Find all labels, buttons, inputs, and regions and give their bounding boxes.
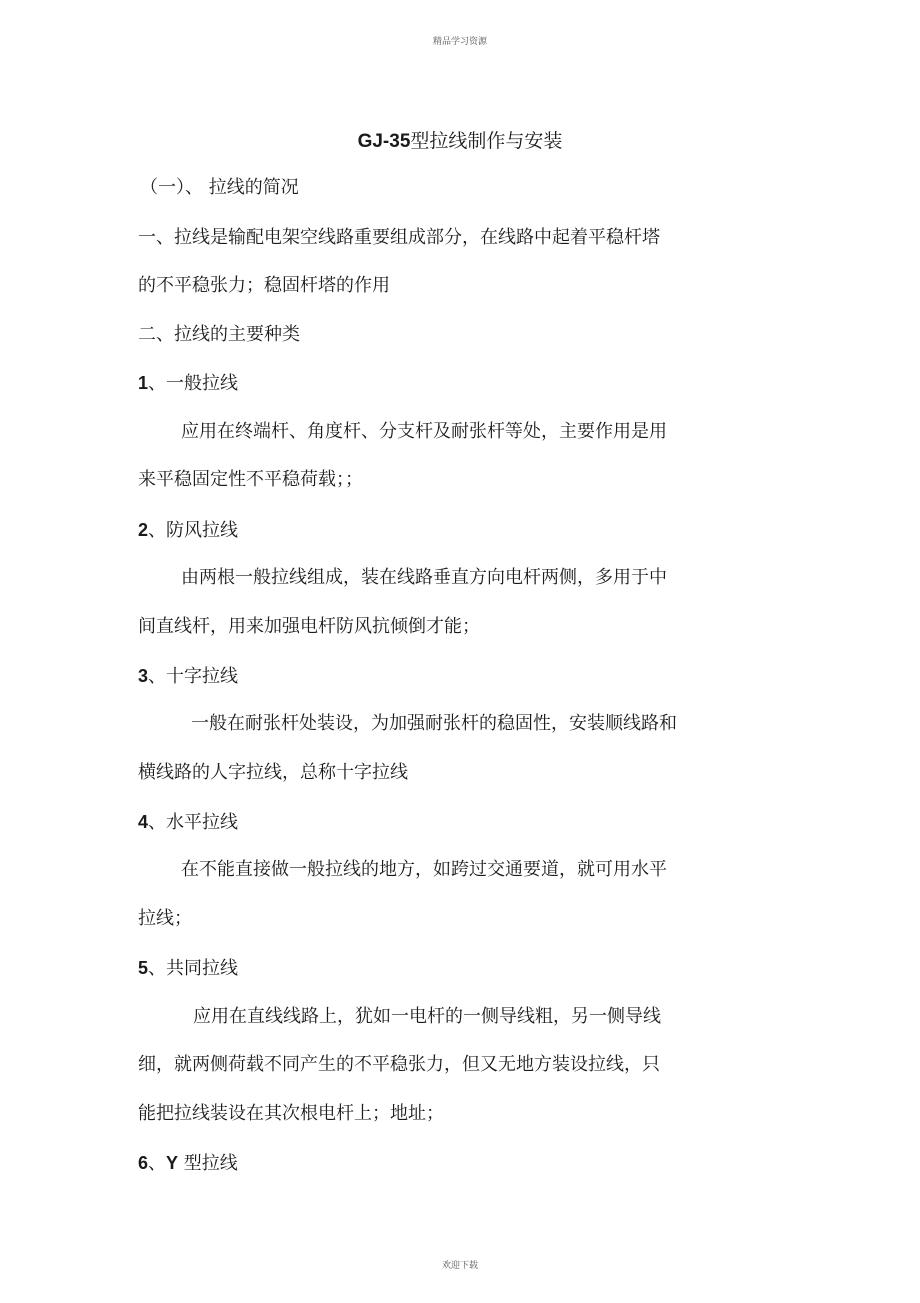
paragraph-line: 来平稳固定性不平稳荷载；； (138, 469, 363, 490)
subheading-number: 2 (138, 520, 149, 540)
subheading-text: 型拉线 (178, 1153, 238, 1174)
subheading-number: 1 (138, 373, 149, 393)
document-title (0, 126, 920, 153)
subheading-2 (138, 518, 238, 543)
subheading-y-letter: Y (166, 1153, 179, 1173)
subheading-text: 、防风拉线 (148, 520, 239, 541)
paragraph-line: 横线路的人字拉线，总称十字拉线 (138, 762, 408, 783)
subheading-number: 4 (138, 812, 149, 832)
subheading-number: 6 (138, 1153, 149, 1173)
paragraph-line: 的不平稳张力；稳固杆塔的作用 (138, 275, 390, 296)
subheading-4 (138, 810, 238, 835)
subheading-3 (138, 664, 238, 689)
paragraph-line: 间直线杆，用来加强电杆防风抗倾倒才能； (138, 616, 480, 637)
paragraph-line: 由两根一般拉线组成，装在线路垂直方向电杆两侧，多用于中 (181, 567, 667, 588)
subheading-number: 5 (138, 958, 149, 978)
page-footer: 欢迎下载 (441, 1261, 478, 1271)
subheading-number: 3 (138, 666, 149, 686)
title-text: 型拉线制作与安装 (410, 130, 563, 152)
paragraph-line: 应用在直线线路上，犹如一电杆的一侧导线粗，另一侧导线 (193, 1006, 661, 1027)
paragraph-line: 拉线； (138, 908, 192, 929)
paragraph-line: 能把拉线装设在其次根电杆上；地址； (138, 1103, 444, 1124)
title-code: GJ-35 (357, 131, 411, 152)
subheading-6 (138, 1151, 238, 1176)
subheading-text: 、共同拉线 (148, 958, 239, 979)
subheading-separator: 、 (148, 1153, 167, 1174)
subheading-5 (138, 956, 238, 981)
paragraph-line: 一、拉线是输配电架空线路重要组成部分，在线路中起着平稳杆塔 (138, 227, 660, 248)
subheading-1 (138, 371, 238, 396)
paragraph-line: 应用在终端杆、角度杆、分支杆及耐张杆等处，主要作用是用 (181, 421, 667, 442)
section-heading-types: 二、拉线的主要种类 (138, 324, 300, 345)
page-header: 精品学习资源 (432, 37, 487, 47)
paragraph-line: 在不能直接做一般拉线的地方，如跨过交通要道，就可用水平 (181, 859, 667, 880)
paragraph-line: 一般在耐张杆处装设，为加强耐张杆的稳固性，安装顺线路和 (191, 713, 677, 734)
subheading-text: 、水平拉线 (148, 812, 239, 833)
subheading-text: 、十字拉线 (148, 666, 239, 687)
paragraph-line: 细，就两侧荷载不同产生的不平稳张力，但又无地方装设拉线，只 (138, 1054, 660, 1075)
section-heading-overview: （一）、 拉线的简况 (140, 177, 299, 198)
subheading-text: 、一般拉线 (148, 373, 239, 394)
